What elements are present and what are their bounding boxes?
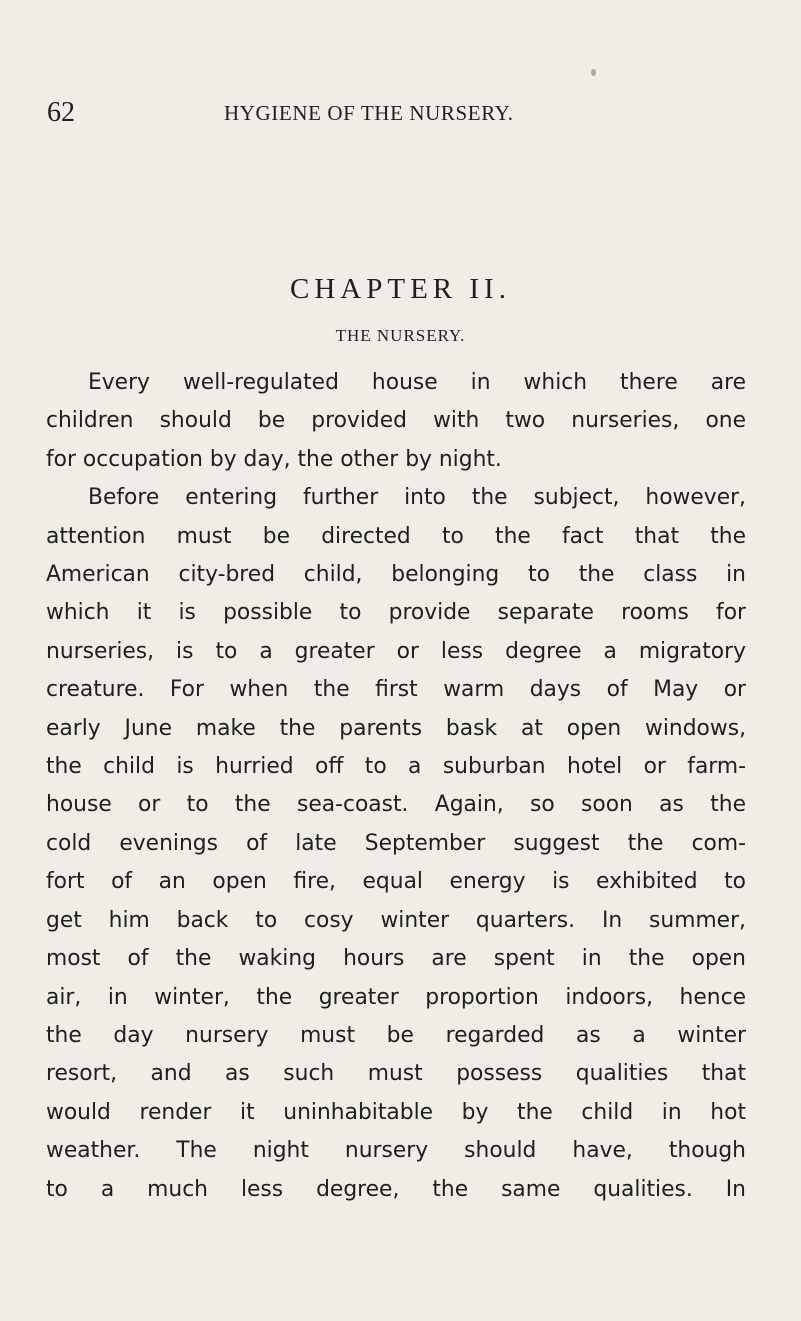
body-line: American city-bred child, belonging to the class in bbox=[46, 562, 746, 588]
chapter-title: CHAPTER II. bbox=[290, 273, 511, 305]
body-line: air, in winter, the greater proportion indoors, hence bbox=[46, 984, 746, 1010]
body-line: the day nursery must be regarded as a winter bbox=[46, 1022, 746, 1048]
body-line: would render it uninhabitable by the child in hot bbox=[46, 1099, 746, 1125]
body-line: get him back to cosy winter quarters. In summer, bbox=[46, 907, 746, 933]
print-speck bbox=[591, 69, 596, 76]
body-line: nurseries, is to a greater or less degree a migratory bbox=[46, 638, 746, 664]
section-title: THE NURSERY. bbox=[335, 326, 466, 345]
body-line: which it is possible to provide separate rooms for bbox=[46, 600, 746, 626]
body-line: Every well-regulated house in which there are bbox=[88, 370, 746, 395]
body-line: house or to the sea-coast. Again, so soon as the bbox=[46, 792, 746, 818]
body-line: for occupation by day, the other by night. bbox=[46, 446, 502, 472]
body-line: early June make the parents bask at open windows, bbox=[46, 715, 746, 741]
body-line: to a much less degree, the same qualities. In bbox=[46, 1176, 746, 1202]
body-line: creature. For when the first warm days of May or bbox=[46, 677, 746, 703]
body-line: children should be provided with two nurseries, one bbox=[46, 408, 746, 434]
body-line: the child is hurried off to a suburban hotel or farm- bbox=[46, 754, 746, 780]
body-line: attention must be directed to the fact that the bbox=[46, 523, 746, 549]
body-text bbox=[46, 364, 746, 1209]
running-head: HYGIENE OF THE NURSERY. bbox=[224, 101, 514, 125]
page-header bbox=[47, 95, 777, 131]
body-line: most of the waking hours are spent in the open bbox=[46, 946, 746, 972]
body-line: weather. The night nursery should have, though bbox=[46, 1138, 746, 1164]
body-line: cold evenings of late September suggest the com- bbox=[46, 830, 746, 856]
body-line: fort of an open fire, equal energy is exhibited to bbox=[46, 869, 746, 895]
body-line: resort, and as such must possess qualities that bbox=[46, 1061, 746, 1087]
body-line: Before entering further into the subject, however, bbox=[88, 485, 746, 511]
page-number: 62 bbox=[47, 97, 75, 128]
